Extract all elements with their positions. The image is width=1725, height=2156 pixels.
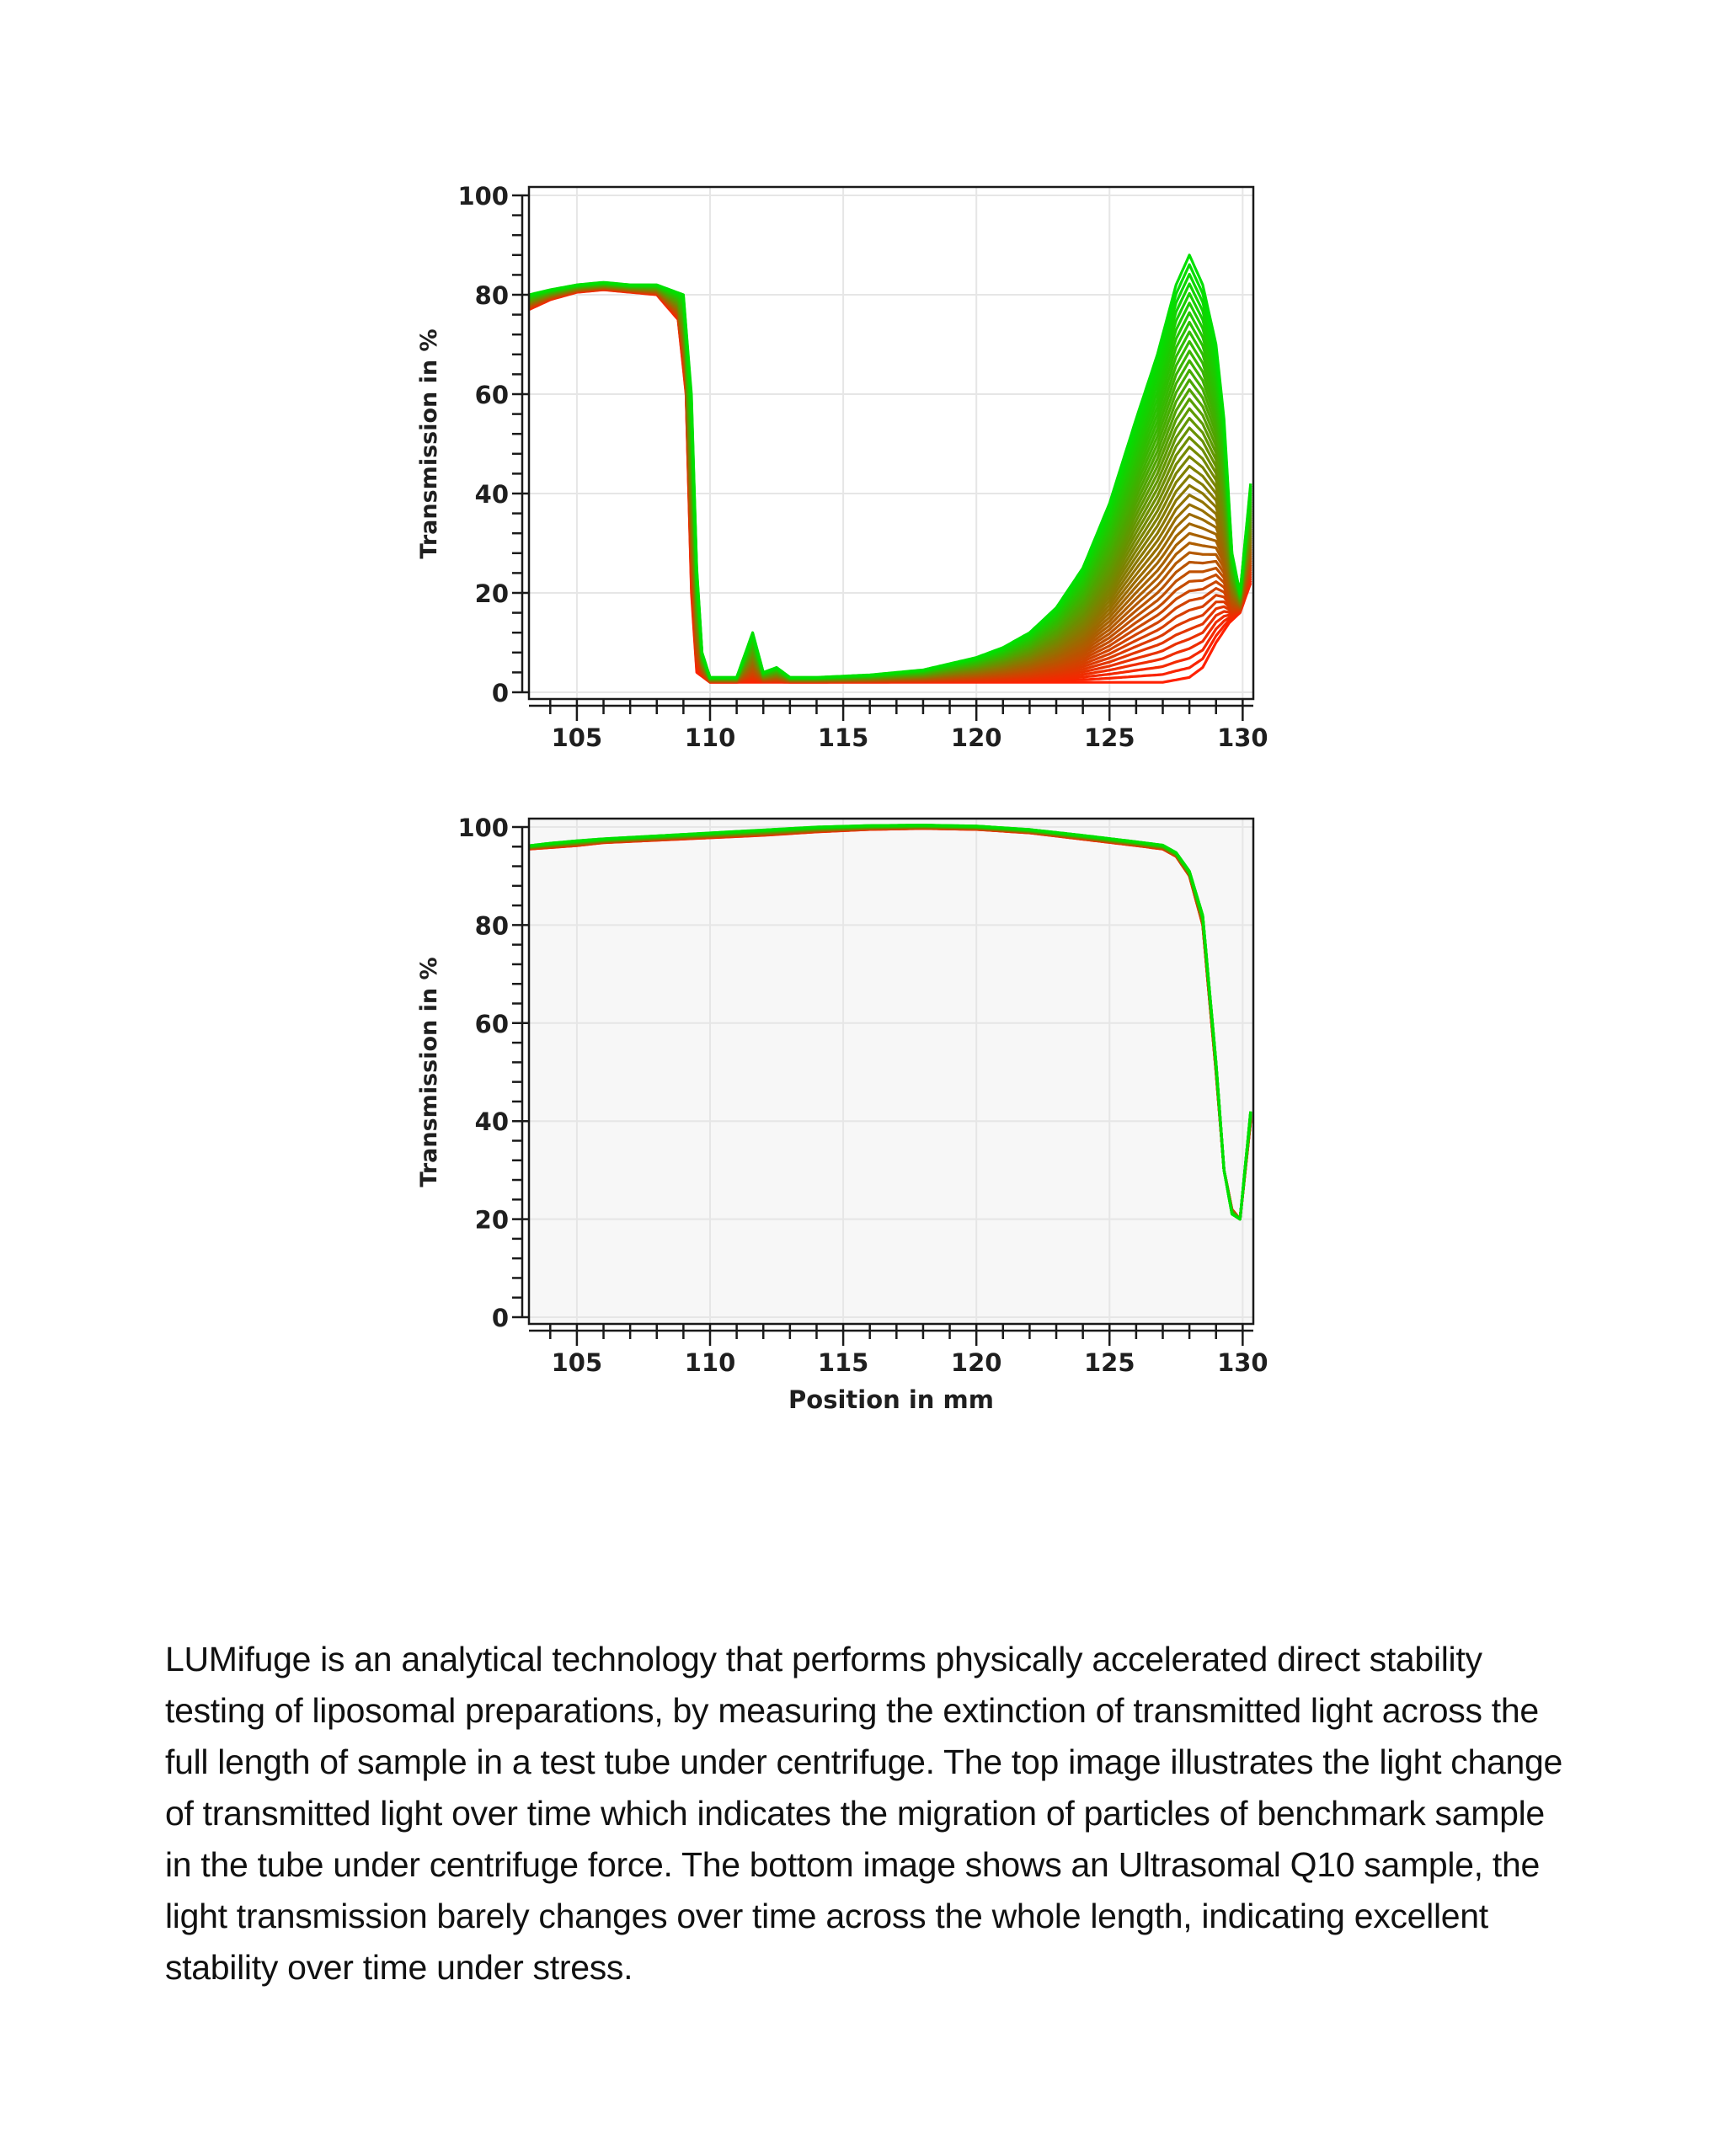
y-axis-label: Transmission in % [416,957,442,1187]
y-tick-label: 0 [491,1304,509,1332]
plot-area [529,819,1253,1324]
y-tick-label: 100 [457,814,509,842]
y-tick-label: 20 [474,579,509,608]
y-tick-label: 80 [474,911,509,941]
y-tick-label: 40 [474,480,509,509]
x-tick-label: 125 [1083,723,1135,752]
y-tick-label: 20 [474,1205,509,1235]
x-tick-label: 110 [684,723,736,752]
x-tick-label: 125 [1083,1348,1135,1377]
x-tick-label: 105 [551,1348,603,1377]
x-tick-label: 105 [551,723,603,752]
y-tick-label: 60 [474,381,509,409]
x-axis-label: Position in mm [788,1385,994,1414]
x-tick-label: 130 [1217,1348,1268,1377]
y-tick-label: 60 [474,1009,509,1038]
caption-paragraph: LUMifuge is an analytical technology that performs physically accelerated direct stability testing of liposomal preparations, by measuring the extinction of transmitted light across the full length of sample in a test tube under centrifuge. The top image illustrates the light change of transmitted light over time which indicates the migration of particles of benchmark sample in the tube under centrifuge force. The bottom image shows an Ultrasomal Q10 sample, the light transmission barely changes over time across the whole length, indicating excellent stability over time under stress. [165,1640,1563,1987]
x-tick-label: 115 [817,1348,869,1377]
x-tick-label: 130 [1217,723,1268,752]
x-tick-label: 120 [950,723,1002,752]
x-tick-label: 110 [684,1348,736,1377]
y-axis-label: Transmission in % [416,328,442,559]
y-tick-label: 80 [474,281,509,310]
y-tick-label: 0 [491,679,509,707]
y-tick-label: 100 [457,182,509,211]
chart-2 [416,814,1268,1414]
x-tick-label: 115 [817,723,869,752]
chart-1 [416,182,1268,752]
x-tick-label: 120 [950,1348,1002,1377]
y-tick-label: 40 [474,1107,509,1137]
